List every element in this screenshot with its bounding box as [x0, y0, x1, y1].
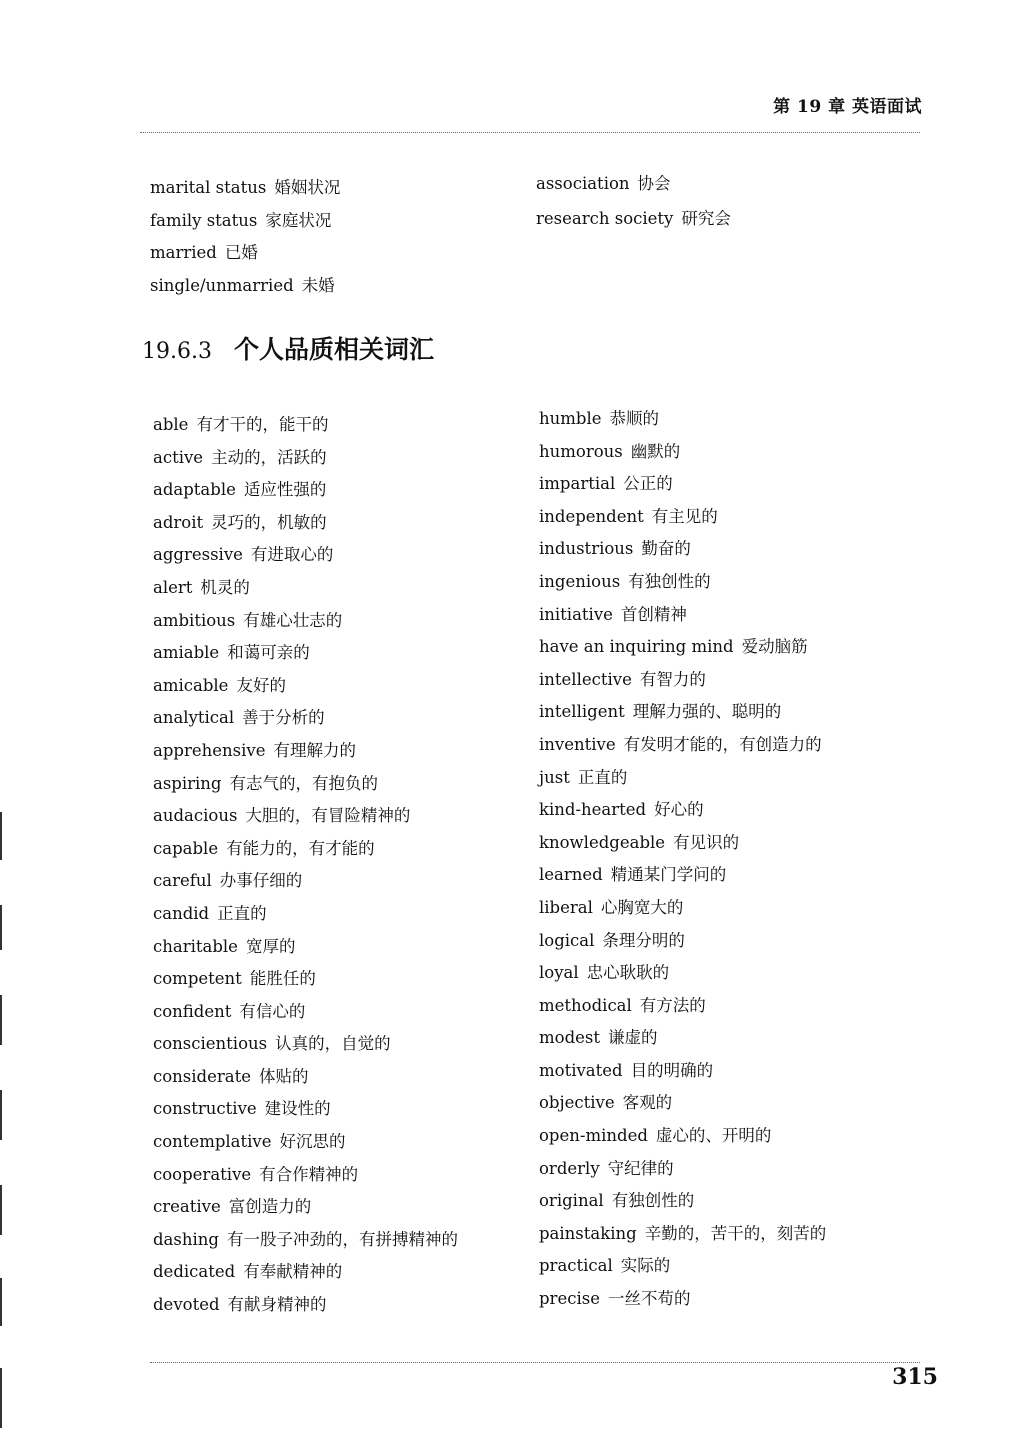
vocab-cn: 公正的 [623, 474, 673, 494]
vocab-en: initiative [539, 604, 613, 624]
vocab-item [153, 1224, 458, 1257]
vocab-cn: 办事仔细的 [219, 871, 303, 891]
vocab-item [153, 800, 458, 833]
vocab-en: constructive [153, 1099, 257, 1119]
vocab-en: married [150, 243, 217, 262]
vocab-cn: 友好的 [236, 675, 286, 695]
vocab-cn: 虚心的、开明的 [655, 1126, 772, 1146]
vocab-cn: 建设性的 [264, 1099, 331, 1119]
vocab-cn: 主动的，活跃的 [211, 447, 327, 467]
vocab-item [153, 865, 458, 898]
vocab-cn: 灵巧的，机敏的 [211, 512, 327, 532]
vocab-item [153, 1289, 458, 1322]
vocab-en: knowledgeable [539, 832, 666, 852]
section1-right-column [536, 166, 731, 236]
vocab-en: cooperative [153, 1164, 252, 1184]
vocab-item [539, 436, 826, 469]
vocab-cn: 认真的，自觉的 [275, 1034, 391, 1054]
vocab-item [539, 794, 826, 827]
vocab-item [153, 1093, 458, 1126]
vocab-en: devoted [153, 1295, 220, 1315]
vocab-cn: 条理分明的 [602, 930, 685, 950]
vocab-item [539, 827, 826, 860]
vocab-item [153, 474, 458, 507]
vocab-en: candid [153, 903, 210, 923]
vocab-en: just [539, 767, 570, 787]
vocab-en: independent [539, 506, 644, 526]
vocab-cn: 有方法的 [639, 995, 706, 1015]
vocab-cn: 恭顺的 [609, 409, 660, 428]
vocab-cn: 有一股子冲劲的，有拼搏精神的 [226, 1229, 458, 1249]
vocab-en: association [536, 174, 630, 193]
vocab-en: active [153, 447, 204, 467]
scan-edge-mark [0, 812, 2, 860]
vocab-en: aggressive [153, 545, 243, 565]
vocab-cn: 未婚 [301, 275, 335, 295]
vocab-item [153, 702, 458, 735]
vocab-item [153, 409, 458, 442]
vocab-item [153, 768, 458, 801]
vocab-item [153, 1191, 458, 1224]
vocab-en: painstaking [539, 1223, 637, 1243]
vocab-item [539, 599, 826, 632]
vocab-cn: 谦虚的 [608, 1028, 658, 1048]
vocab-en: learned [539, 865, 603, 885]
vocab-en: amicable [153, 675, 229, 695]
vocab-en: impartial [539, 474, 616, 494]
vocab-cn: 有见识的 [673, 832, 740, 852]
vocab-en: humorous [539, 441, 623, 461]
vocab-en: charitable [153, 936, 238, 956]
vocab-cn: 婚姻状况 [274, 178, 341, 197]
vocab-en: analytical [153, 708, 235, 728]
vocab-cn: 客观的 [622, 1093, 673, 1113]
section-number: 19.6.3 [142, 339, 212, 364]
vocab-en: ingenious [539, 571, 621, 591]
vocab-item [153, 572, 458, 605]
vocab-item [150, 172, 340, 205]
vocab-en: careful [153, 871, 212, 891]
vocab-en: confident [153, 1001, 232, 1021]
vocab-item [539, 729, 826, 762]
vocab-cn: 宽厚的 [245, 936, 296, 956]
scan-edge-mark [0, 1185, 2, 1235]
vocab-cn: 有雄心壮志的 [243, 610, 343, 630]
vocab-cn: 正直的 [577, 767, 628, 787]
running-header: 第 19 章 英语面试 [773, 97, 922, 117]
vocab-cn: 有才干的，能干的 [196, 415, 329, 434]
vocab-en: loyal [539, 963, 579, 983]
vocab-item [539, 892, 826, 925]
vocab-cn: 有独创性的 [611, 1191, 695, 1211]
vocab-cn: 守纪律的 [607, 1158, 674, 1178]
header-rule [140, 132, 920, 133]
vocab-item [153, 833, 458, 866]
vocab-cn: 机灵的 [200, 577, 250, 597]
vocab-cn: 能胜任的 [249, 969, 316, 989]
vocab-item [153, 1126, 458, 1159]
vocab-cn: 爱动脑筋 [741, 637, 808, 657]
vocab-en: have an inquiring mind [539, 637, 734, 657]
vocab-en: intelligent [539, 702, 625, 722]
vocab-en: considerate [153, 1066, 251, 1086]
vocab-en: able [153, 415, 189, 434]
vocab-cn: 辛勤的，苦干的，刻苦的 [644, 1223, 827, 1243]
vocab-item [539, 696, 826, 729]
vocab-item [153, 931, 458, 964]
vocab-item [539, 501, 826, 534]
vocab-cn: 一丝不苟的 [607, 1289, 691, 1309]
vocab-cn: 适应性强的 [243, 480, 327, 500]
vocab-cn: 有智力的 [639, 669, 706, 689]
vocab-cn: 幽默的 [630, 441, 681, 461]
vocab-en: creative [153, 1197, 221, 1217]
vocab-item [539, 533, 826, 566]
vocab-item [536, 201, 731, 236]
vocab-item [153, 898, 458, 931]
vocab-cn: 有主见的 [651, 506, 718, 526]
vocab-item [539, 762, 826, 795]
vocab-cn: 有进取心的 [250, 545, 334, 565]
vocab-en: family status [150, 210, 258, 230]
vocab-en: adaptable [153, 480, 236, 500]
vocab-en: research society [536, 209, 674, 228]
vocab-cn: 目的明确的 [630, 1060, 714, 1080]
vocab-item [150, 205, 340, 238]
vocab-item [153, 996, 458, 1029]
vocab-cn: 有理解力的 [273, 740, 356, 760]
vocab-cn: 家庭状况 [265, 210, 332, 230]
vocab-cn: 好沉思的 [279, 1132, 346, 1152]
scan-edge-mark [0, 995, 2, 1045]
vocab-item [153, 1061, 458, 1094]
scan-edge-mark [0, 1368, 2, 1428]
vocab-cn: 实际的 [620, 1256, 671, 1276]
vocab-en: humble [539, 409, 602, 428]
vocab-cn: 已婚 [224, 243, 258, 262]
vocab-item [153, 735, 458, 768]
vocab-cn: 有能力的，有才能的 [226, 838, 375, 858]
footer-rule [150, 1362, 920, 1363]
vocab-item [539, 859, 826, 892]
vocab-item [536, 166, 731, 201]
vocab-item [153, 637, 458, 670]
vocab-item [150, 270, 340, 303]
vocab-item [539, 468, 826, 501]
vocab-item [153, 442, 458, 475]
vocab-en: capable [153, 838, 219, 858]
vocab-item [153, 1159, 458, 1192]
vocab-item [539, 1218, 826, 1251]
vocab-item [539, 403, 826, 436]
vocab-en: single/unmarried [150, 275, 294, 295]
section1-left-column [150, 172, 340, 302]
vocab-cn: 心胸宽大的 [600, 897, 684, 917]
vocab-en: objective [539, 1093, 615, 1113]
vocab-cn: 和蔼可亲的 [227, 643, 310, 663]
vocab-item [153, 670, 458, 703]
vocab-cn: 富创造力的 [228, 1197, 312, 1217]
vocab-item [150, 237, 340, 270]
vocab-en: modest [539, 1028, 601, 1048]
scan-edge-mark [0, 1090, 2, 1140]
vocab-en: contemplative [153, 1132, 272, 1152]
vocab-cn: 善于分析的 [242, 708, 325, 728]
vocab-cn: 体贴的 [259, 1066, 309, 1086]
vocab-item [539, 1283, 826, 1316]
vocab-en: industrious [539, 539, 634, 559]
section2-right-column [539, 403, 826, 1316]
vocab-en: original [539, 1191, 604, 1211]
vocab-en: inventive [539, 734, 616, 754]
vocab-cn: 理解力强的、聪明的 [632, 702, 782, 722]
vocab-en: intellective [539, 669, 632, 689]
vocab-en: precise [539, 1289, 600, 1309]
vocab-en: ambitious [153, 610, 236, 630]
vocab-en: audacious [153, 806, 238, 826]
vocab-item [539, 957, 826, 990]
vocab-en: aspiring [153, 773, 222, 793]
vocab-en: alert [153, 577, 193, 597]
vocab-en: kind-hearted [539, 800, 647, 820]
vocab-en: open-minded [539, 1126, 648, 1146]
vocab-cn: 研究会 [681, 209, 731, 228]
vocab-item [153, 507, 458, 540]
vocab-en: marital status [150, 178, 267, 197]
vocab-item [539, 664, 826, 697]
vocab-cn: 大胆的，有冒险精神的 [245, 806, 411, 826]
vocab-cn: 勤奋的 [641, 539, 691, 559]
vocab-en: logical [539, 930, 595, 950]
vocab-cn: 有发明才能的，有创造力的 [623, 734, 822, 754]
vocab-cn: 好心的 [654, 800, 704, 820]
vocab-cn: 忠心耿耿的 [586, 963, 670, 983]
vocab-cn: 协会 [637, 174, 671, 193]
section2-left-column [153, 409, 458, 1322]
scan-edge-mark [0, 905, 2, 950]
vocab-en: dedicated [153, 1262, 236, 1282]
vocab-cn: 精通某门学问的 [610, 865, 727, 885]
vocab-item [539, 925, 826, 958]
vocab-item [153, 963, 458, 996]
vocab-en: practical [539, 1256, 613, 1276]
vocab-en: adroit [153, 512, 204, 532]
vocab-en: orderly [539, 1158, 600, 1178]
vocab-item [153, 1256, 458, 1289]
vocab-item [153, 605, 458, 638]
vocab-en: conscientious [153, 1034, 268, 1054]
vocab-item [539, 1022, 826, 1055]
vocab-item [539, 1120, 826, 1153]
vocab-en: methodical [539, 995, 632, 1015]
vocab-en: competent [153, 969, 242, 989]
vocab-item [539, 631, 826, 664]
vocab-cn: 有志气的，有抱负的 [229, 773, 378, 793]
vocab-en: motivated [539, 1060, 623, 1080]
vocab-item [539, 990, 826, 1023]
vocab-item [539, 1250, 826, 1283]
vocab-item [539, 1055, 826, 1088]
vocab-item [153, 1028, 458, 1061]
vocab-cn: 有合作精神的 [259, 1164, 359, 1184]
vocab-cn: 有献身精神的 [227, 1295, 327, 1315]
page-number: 315 [892, 1364, 938, 1390]
vocab-item [539, 566, 826, 599]
vocab-cn: 正直的 [217, 903, 267, 923]
vocab-item [153, 539, 458, 572]
vocab-item [539, 1087, 826, 1120]
section-title: 个人品质相关词汇 [233, 335, 434, 364]
vocab-en: liberal [539, 897, 593, 917]
vocab-en: apprehensive [153, 740, 266, 760]
vocab-cn: 有奉献精神的 [243, 1262, 343, 1282]
scan-edge-mark [0, 1278, 2, 1326]
section-heading [142, 330, 434, 366]
vocab-cn: 有独创性的 [628, 571, 711, 591]
vocab-cn: 首创精神 [620, 604, 687, 624]
vocab-en: dashing [153, 1229, 219, 1249]
vocab-item [539, 1153, 826, 1186]
vocab-cn: 有信心的 [239, 1001, 306, 1021]
vocab-item [539, 1185, 826, 1218]
vocab-en: amiable [153, 643, 220, 663]
